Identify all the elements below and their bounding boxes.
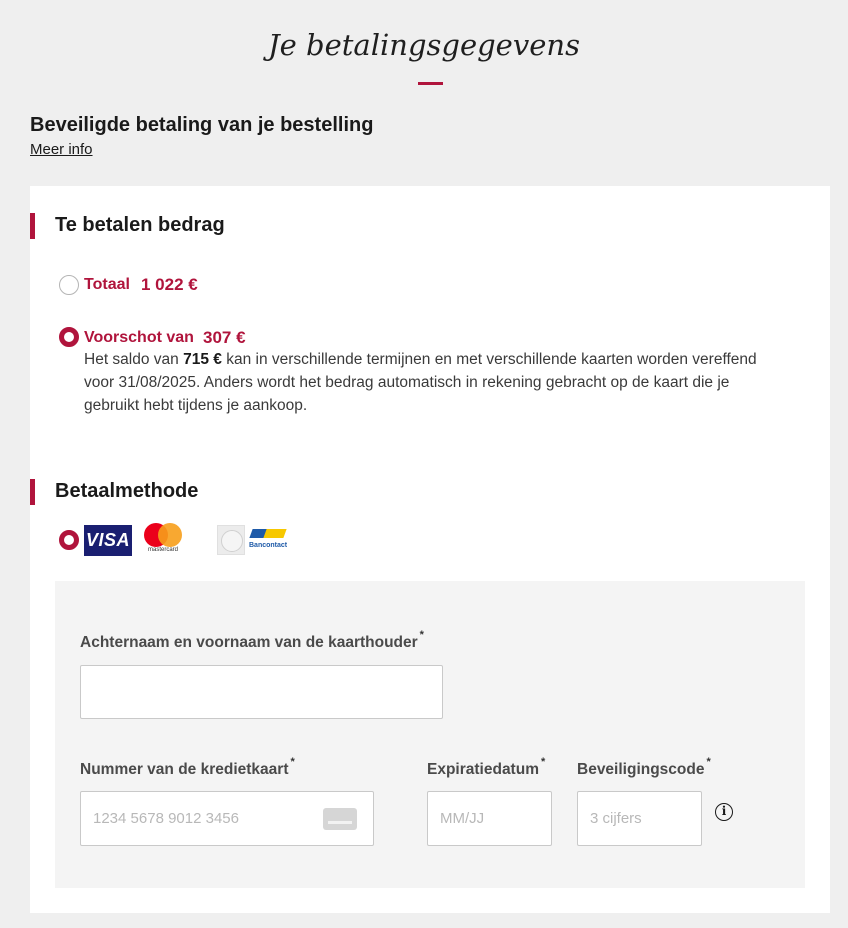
cvc-label: Beveiligingscode * [577, 756, 711, 779]
amount-section-title: Te betalen bedrag [55, 214, 225, 236]
card-form-panel [55, 581, 805, 888]
mastercard-logo-icon [142, 523, 184, 557]
expiry-input[interactable] [427, 791, 552, 846]
total-label: Totaal [84, 276, 130, 293]
section-accent-bar [30, 479, 35, 505]
card-number-field [80, 791, 374, 846]
mastercard-logo-text: mastercard [147, 547, 178, 553]
visa-logo-icon: VISA [84, 525, 132, 556]
bancontact-card-icon [217, 525, 245, 555]
payment-card [30, 186, 830, 913]
method-section-title: Betaalmethode [55, 480, 199, 502]
page-title: Je betalingsgegevens [268, 28, 580, 62]
credit-card-icon [323, 808, 357, 830]
deposit-description [84, 348, 774, 417]
deposit-amount: 307 € [203, 328, 246, 347]
card-method-radio[interactable] [59, 530, 79, 550]
secure-payment-heading: Beveiligde betaling van je bestelling [30, 114, 374, 136]
deposit-radio[interactable] [59, 327, 79, 347]
deposit-label: Voorschot van [84, 329, 194, 346]
title-underline [418, 82, 443, 85]
total-radio[interactable] [59, 275, 79, 295]
section-accent-bar [30, 213, 35, 239]
bancontact-logo-text: Bancontact [249, 542, 288, 549]
balance-amount: 715 € [183, 351, 222, 368]
total-amount: 1 022 € [141, 275, 198, 294]
desc-prefix: Het saldo van [84, 351, 184, 368]
expiry-label: Expiratiedatum * [427, 756, 546, 779]
cardholder-label: Achternaam en voornaam van de kaarthouder * [80, 629, 424, 652]
desc-suffix: kan in verschillende termijnen en met verschillende kaarten worden vereffend voor 31/08/2025. Anders wordt het bedrag automatisch in rekening gebracht op de kaart die je gebruikt hebt tijdens je aankoop. [84, 351, 757, 414]
bancontact-logo-icon [249, 527, 287, 555]
more-info-link[interactable]: Meer info [30, 141, 93, 158]
info-icon[interactable]: i [715, 803, 733, 821]
cardholder-name-input[interactable] [80, 665, 443, 719]
card-number-label: Nummer van de kredietkaart * [80, 756, 295, 779]
cvc-input[interactable] [577, 791, 702, 846]
